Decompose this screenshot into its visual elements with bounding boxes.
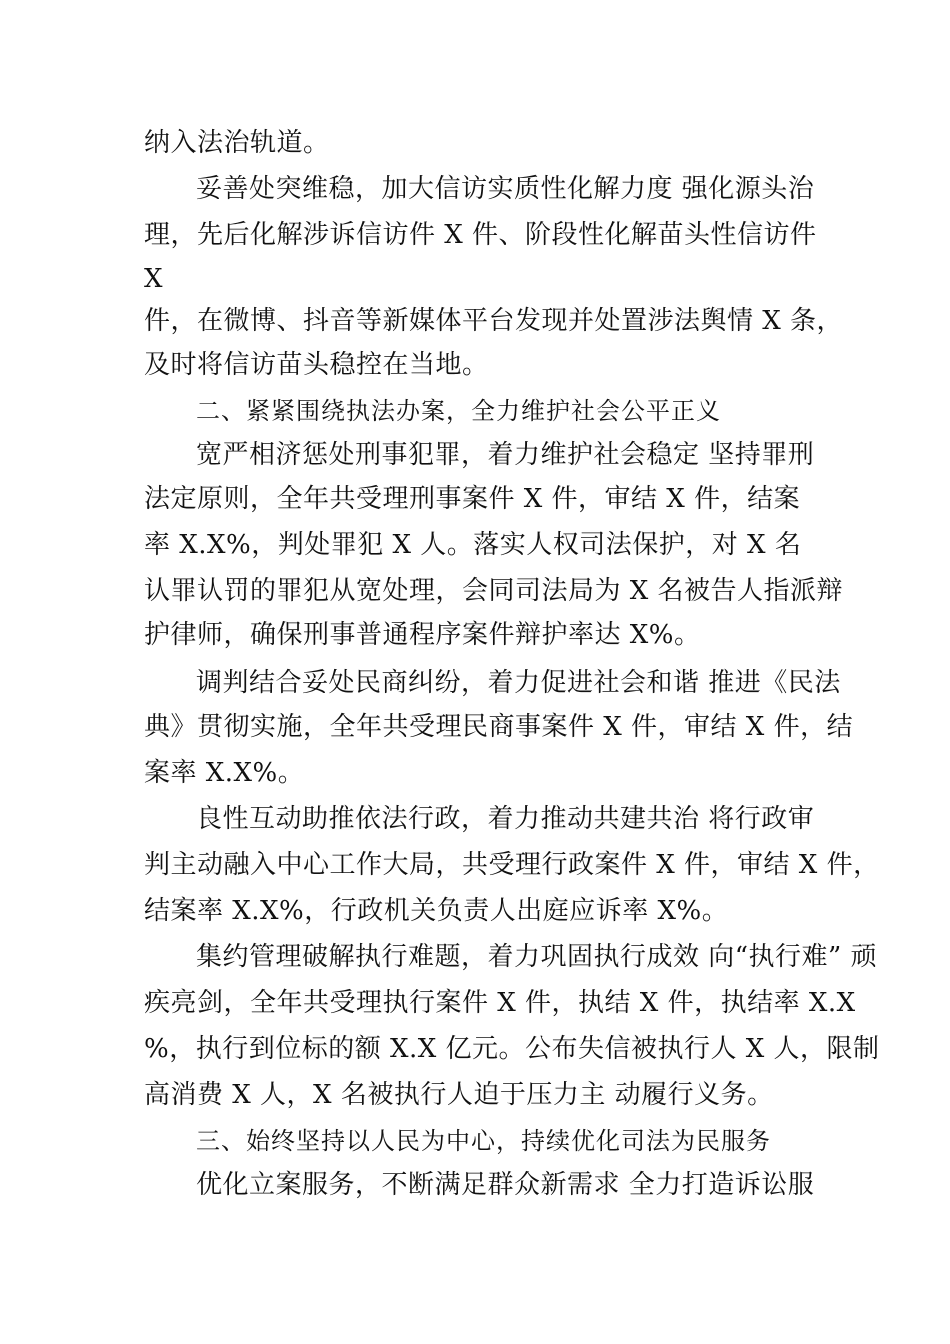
text-line: 典》贯彻实施，全年共受理民商事案件 X 件，审结 X 件，结 [144,712,854,742]
text-line: 法定原则，全年共受理刑事案件 X 件，审结 X 件，结案 [144,484,801,514]
text-line: 理，先后化解涉诉信访件 X 件、阶段性化解苗头性信访件 [144,220,817,250]
paragraph-start-line: 良性互动助推依法行政，着力推动共建共治 将行政审 [196,804,815,834]
paragraph-start-line: 集约管理破解执行难题，着力巩固执行成效 向“执行难” 顽 [196,942,878,972]
text-line: 结案率 X.X%，行政机关负责人出庭应诉率 X%。 [144,896,729,926]
text-line: %，执行到位标的额 X.X 亿元。公布失信被执行人 X 人，限制 [144,1034,880,1064]
text-line: 件，在微博、抖音等新媒体平台发现并处置涉法舆情 X 条， [144,306,844,336]
text-line: 纳入法治轨道。 [144,128,330,158]
text-line: 高消费 X 人，X 名被执行人迫于压力主 动履行义务。 [144,1080,774,1110]
paragraph-start-line: 调判结合妥处民商纠纷，着力促进社会和谐 推进《民法 [196,668,841,698]
paragraph-start-line: 优化立案服务，不断满足群众新需求 全力打造诉讼服 [196,1170,815,1200]
text-line: 率 X.X%，判处罪犯 X 人。落实人权司法保护，对 X 名 [144,530,802,560]
paragraph-start-line: 宽严相济惩处刑事犯罪，着力维护社会稳定 坚持罪刑 [196,440,815,470]
text-line: X [144,264,164,294]
section-heading: 三、始终坚持以人民为中心，持续优化司法为民服务 [196,1127,771,1155]
text-line: 认罪认罚的罪犯从宽处理，会同司法局为 X 名被告人指派辩 [144,576,844,606]
text-line: 判主动融入中心工作大局，共受理行政案件 X 件，审结 X 件， [144,850,880,880]
text-line: 案率 X.X%。 [144,758,305,788]
text-line: 及时将信访苗头稳控在当地。 [144,350,489,380]
text-line: 护律师，确保刑事普通程序案件辩护率达 X%。 [144,620,701,650]
text-line: 疾亮剑，全年共受理执行案件 X 件，执结 X 件，执结率 X.X [144,988,856,1018]
paragraph-start-line: 妥善处突维稳，加大信访实质性化解力度 强化源头治 [196,174,815,204]
section-heading: 二、紧紧围绕执法办案，全力维护社会公平正义 [196,397,721,425]
